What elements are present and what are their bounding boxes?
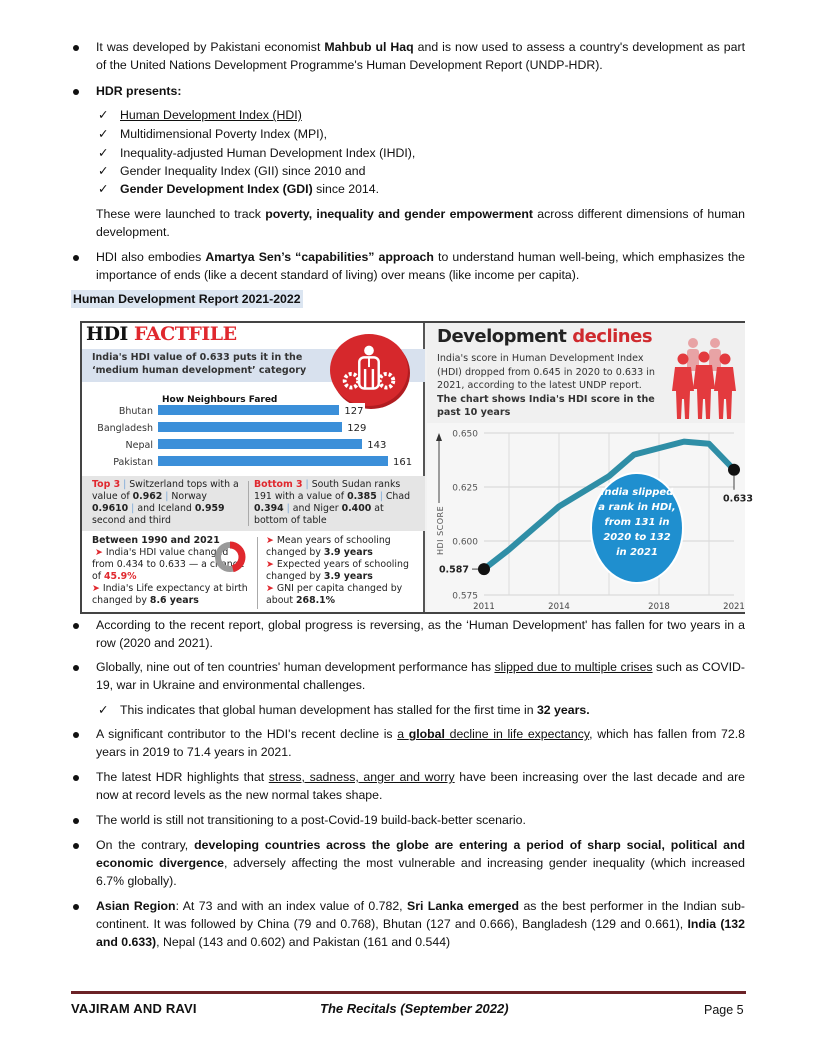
history-title: Between 1990 and 2021 <box>92 535 220 546</box>
change-donut-chart <box>212 539 248 575</box>
bullet-mahbub-ul-haq <box>71 38 745 74</box>
value: 268.1% <box>296 595 336 606</box>
bold-text: Gender Development Index (GDI) <box>120 182 313 196</box>
bold-text: Asian Region <box>96 899 176 913</box>
checkmark-icon: ✓ <box>98 703 109 717</box>
text: Inequality-adjusted Human Development Index (IHDI), <box>120 146 416 160</box>
value: 8.6 years <box>149 595 199 606</box>
title-red: FACTFILE <box>133 323 237 345</box>
separator: | <box>286 503 290 514</box>
start-point-marker <box>478 563 490 575</box>
check-item-gdi <box>96 180 736 198</box>
x-tick-label: 2014 <box>548 602 570 612</box>
factfile-title <box>86 325 237 343</box>
top3-label: Top 3 <box>92 479 121 490</box>
development-declines-panel <box>427 323 754 612</box>
businessman-gears-icon <box>330 334 408 406</box>
text: Globally, nine out of ten countries' human development performance has <box>96 660 495 674</box>
text: Expected years of schooling changed by <box>266 559 409 582</box>
bar-label: Pakistan <box>113 457 153 468</box>
y-tick-label: 0.625 <box>452 483 478 494</box>
bar-value-label: 129 <box>346 420 367 438</box>
bold-text: India (132 and 0.633) <box>96 917 745 949</box>
bar-label: Bhutan <box>118 406 153 417</box>
text: at bottom of table <box>254 503 384 526</box>
bullet-nine-out-of-ten <box>71 658 745 694</box>
bullet-hdr-presents <box>71 82 745 100</box>
callout-text: from 131 in <box>604 517 670 528</box>
text: These were launched to track <box>96 207 266 221</box>
link-text[interactable]: Human Development Index (HDI) <box>120 108 302 122</box>
underlined-text: stress, sadness, anger and worry <box>268 770 455 784</box>
value: 0.962 <box>132 491 163 502</box>
text: India's HDI value changed from 0.434 to 0.633 — a change of <box>92 547 245 582</box>
checkmark-icon: ✓ <box>98 164 109 178</box>
callout-text: a rank in HDI, <box>598 502 676 513</box>
paragraph-launched <box>96 205 745 241</box>
text: Switzerland tops with a value of <box>92 479 239 502</box>
end-point-marker <box>728 464 740 476</box>
title-red: declines <box>572 326 653 347</box>
arrow-icon: ➤ <box>94 547 103 558</box>
bold-text: The chart shows India's HDI score in the past 10 years <box>437 393 655 418</box>
checkmark-icon: ✓ <box>98 108 109 122</box>
bar-row <box>82 436 425 452</box>
hdi-factfile-panel <box>82 323 425 612</box>
bar-row <box>82 419 425 435</box>
text: India's Life expectancy at birth changed by <box>92 583 248 606</box>
hdi-line-chart-svg <box>427 423 754 612</box>
bar <box>158 456 388 466</box>
value: 0.385 <box>347 491 377 502</box>
history-box <box>82 533 425 612</box>
text: decline in life expectancy <box>444 727 590 741</box>
text: The latest HDR highlights that <box>96 770 269 784</box>
callout-text: India slipped <box>600 487 674 498</box>
text: Gender Inequality Index (GII) since 2010 and <box>120 164 366 178</box>
separator: | <box>305 479 309 490</box>
divider <box>248 481 249 526</box>
text: : At 73 and with an index value of 0.782, <box>175 899 407 913</box>
value: 0.400 <box>341 503 372 514</box>
bullet-global-progress <box>71 616 745 652</box>
history-right <box>266 535 421 607</box>
value: 3.9 years <box>323 547 373 558</box>
footer-title: The Recitals (September 2022) <box>320 1001 509 1016</box>
bottom3-text <box>254 479 419 527</box>
factfile-subtitle: India's HDI value of 0.633 puts it in the ‘medium human development’ category <box>92 352 307 376</box>
text: such as COVID-19, war in Ukraine and environmental challenges. <box>96 660 745 692</box>
bullet-amartya-sen <box>71 248 745 284</box>
value: 0.959 <box>194 503 225 514</box>
separator: | <box>131 503 135 514</box>
value: 0.394 <box>254 503 284 514</box>
check-item-gii <box>96 162 736 180</box>
footer-publisher: VAJIRAM AND RAVI <box>71 1001 197 1016</box>
text: and is now used to assess a country's development as part of the United Nations Development Programme's Human Development Report (UNDP-HDR). <box>96 40 745 72</box>
bold-text: 32 years. <box>536 703 590 717</box>
underlined-text: slipped due to multiple crises <box>494 660 653 674</box>
bold-text: Sri Lanka emerged <box>407 899 520 913</box>
check-item-hdi <box>96 106 736 124</box>
bullet-divergence <box>71 836 745 890</box>
page-number: Page 5 <box>704 1003 744 1017</box>
declines-description <box>437 352 662 420</box>
bold-text: Mahbub ul Haq <box>324 40 414 54</box>
text: since 2014. <box>312 182 379 196</box>
separator: | <box>379 491 383 502</box>
text: second and third <box>92 515 171 526</box>
people-group-icon <box>671 335 741 423</box>
hdi-line-chart <box>427 423 754 612</box>
bar <box>158 439 362 449</box>
bold-text: global <box>408 727 445 741</box>
text: Multidimensional Poverty Index (MPI), <box>120 127 328 141</box>
text: HDI also embodies <box>96 250 206 264</box>
text: , adversely affecting the most vulnerable and increasing gender inequality (which increased 6.7% globally). <box>96 856 746 888</box>
declines-title <box>437 328 652 346</box>
bullet-life-expectancy <box>71 725 745 761</box>
check-item-stalled <box>96 701 736 719</box>
bar-label: Bangladesh <box>97 423 153 434</box>
bar-row <box>82 402 425 418</box>
neighbours-chart-title: How Neighbours Fared <box>162 395 278 405</box>
text: A significant contributor to the HDI's recent decline is <box>96 727 398 741</box>
text: as the best performer in the Indian sub-continent. It was followed by China (79 and 0.768), Bhutan (127 and 0.666), Bangladesh (129 and 0.661), <box>96 899 746 931</box>
text: Chad <box>382 491 411 502</box>
bar <box>158 405 339 415</box>
bottom3-label: Bottom 3 <box>254 479 303 490</box>
checkmark-icon: ✓ <box>98 146 109 160</box>
bold-text: Amartya Sen’s “capabilities” approach <box>205 250 434 264</box>
bar-label: Nepal <box>125 440 153 451</box>
text: Norway <box>168 491 207 502</box>
y-axis-arrow-icon <box>436 433 442 441</box>
text: South Sudan ranks 191 with a value of <box>254 479 401 502</box>
annotation-end-label: 0.633 <box>722 493 754 505</box>
top-bottom-box <box>82 476 425 531</box>
separator: | <box>123 479 127 490</box>
text: , which has fallen from 72.8 years in 2019 to 71.4 years in 2021. <box>96 727 745 759</box>
bold-text: poverty, inequality and gender empowerment <box>265 207 533 221</box>
check-item-ihdi <box>96 144 736 162</box>
y-tick-label: 0.575 <box>452 591 478 602</box>
text: have been increasing over the last decade and are now at record levels as the new normal takes shape. <box>96 770 746 802</box>
title-black: HDI <box>86 323 128 345</box>
bar-value-label: 127 <box>343 403 364 421</box>
value: 45.9% <box>104 571 137 582</box>
x-tick-label: 2021 <box>723 602 745 612</box>
bar-value-label: 143 <box>366 437 387 455</box>
bar-value-label: 161 <box>392 454 413 472</box>
text: This indicates that global human development has stalled for the first time in <box>120 703 537 717</box>
underlined-text <box>397 727 589 741</box>
text: The world is still not transitioning to a post-Covid-19 build-back-better scenario. <box>96 813 526 827</box>
hdi-infographic <box>80 321 754 614</box>
callout-text: in 2021 <box>616 547 658 558</box>
arrow-icon: ➤ <box>266 559 274 570</box>
text: On the contrary, <box>96 838 195 852</box>
bullet-stress-sadness <box>71 768 745 804</box>
value: 3.9 years <box>323 571 373 582</box>
divider <box>257 537 258 609</box>
text: According to the recent report, global progress is reversing, as the ‘Human Development' has fallen for two years in a row (2020 and 2021). <box>96 618 745 650</box>
bullet-asian-region <box>71 897 745 951</box>
bold-text: HDR presents: <box>96 84 182 98</box>
bar <box>158 422 342 432</box>
text: , Nepal (143 and 0.602) and Pakistan (161 and 0.544) <box>156 935 451 949</box>
text: It was developed by Pakistani economist <box>96 40 325 54</box>
text: India's score in Human Development Index (HDI) dropped from 0.645 in 2020 to 0.633 in 2021, according to the latest UNDP report. <box>437 353 655 391</box>
bold-text: developing countries across the globe are entering a period of sharp social, political and economic divergence <box>96 838 746 870</box>
arrow-icon: ➤ <box>92 583 100 594</box>
y-tick-label: 0.650 <box>452 429 478 440</box>
checkmark-icon: ✓ <box>98 182 109 196</box>
footer-rule <box>71 991 746 994</box>
x-tick-label: 2011 <box>473 602 495 612</box>
section-heading: Human Development Report 2021-2022 <box>73 292 301 306</box>
arrow-icon: ➤ <box>266 535 274 546</box>
text: to understand human well-being, which emphasizes the importance of ends (like a decent standard of living) over means (like income per capita). <box>96 250 746 282</box>
separator: | <box>165 491 169 502</box>
check-item-mpi <box>96 125 736 143</box>
checkmark-icon: ✓ <box>98 127 109 141</box>
y-axis-label: HDI SCORE <box>436 505 445 555</box>
text: GNI per capita changed by about <box>266 583 403 606</box>
arrow-icon: ➤ <box>266 583 274 594</box>
text: and Iceland <box>134 503 195 514</box>
title-black: Development <box>437 326 567 347</box>
bullet-build-back-better <box>71 811 745 829</box>
top3-text <box>92 479 244 527</box>
x-tick-label: 2018 <box>648 602 670 612</box>
y-tick-label: 0.600 <box>452 537 478 548</box>
text: a <box>397 727 409 741</box>
bar-row <box>82 453 425 469</box>
text: across different dimensions of human development. <box>96 207 745 239</box>
value: 0.9610 <box>92 503 129 514</box>
callout-text: 2020 to 132 <box>603 532 671 543</box>
annotation-start-label: 0.587 <box>438 564 469 576</box>
text: Mean years of schooling changed by <box>266 535 391 558</box>
text: and Niger <box>289 503 342 514</box>
